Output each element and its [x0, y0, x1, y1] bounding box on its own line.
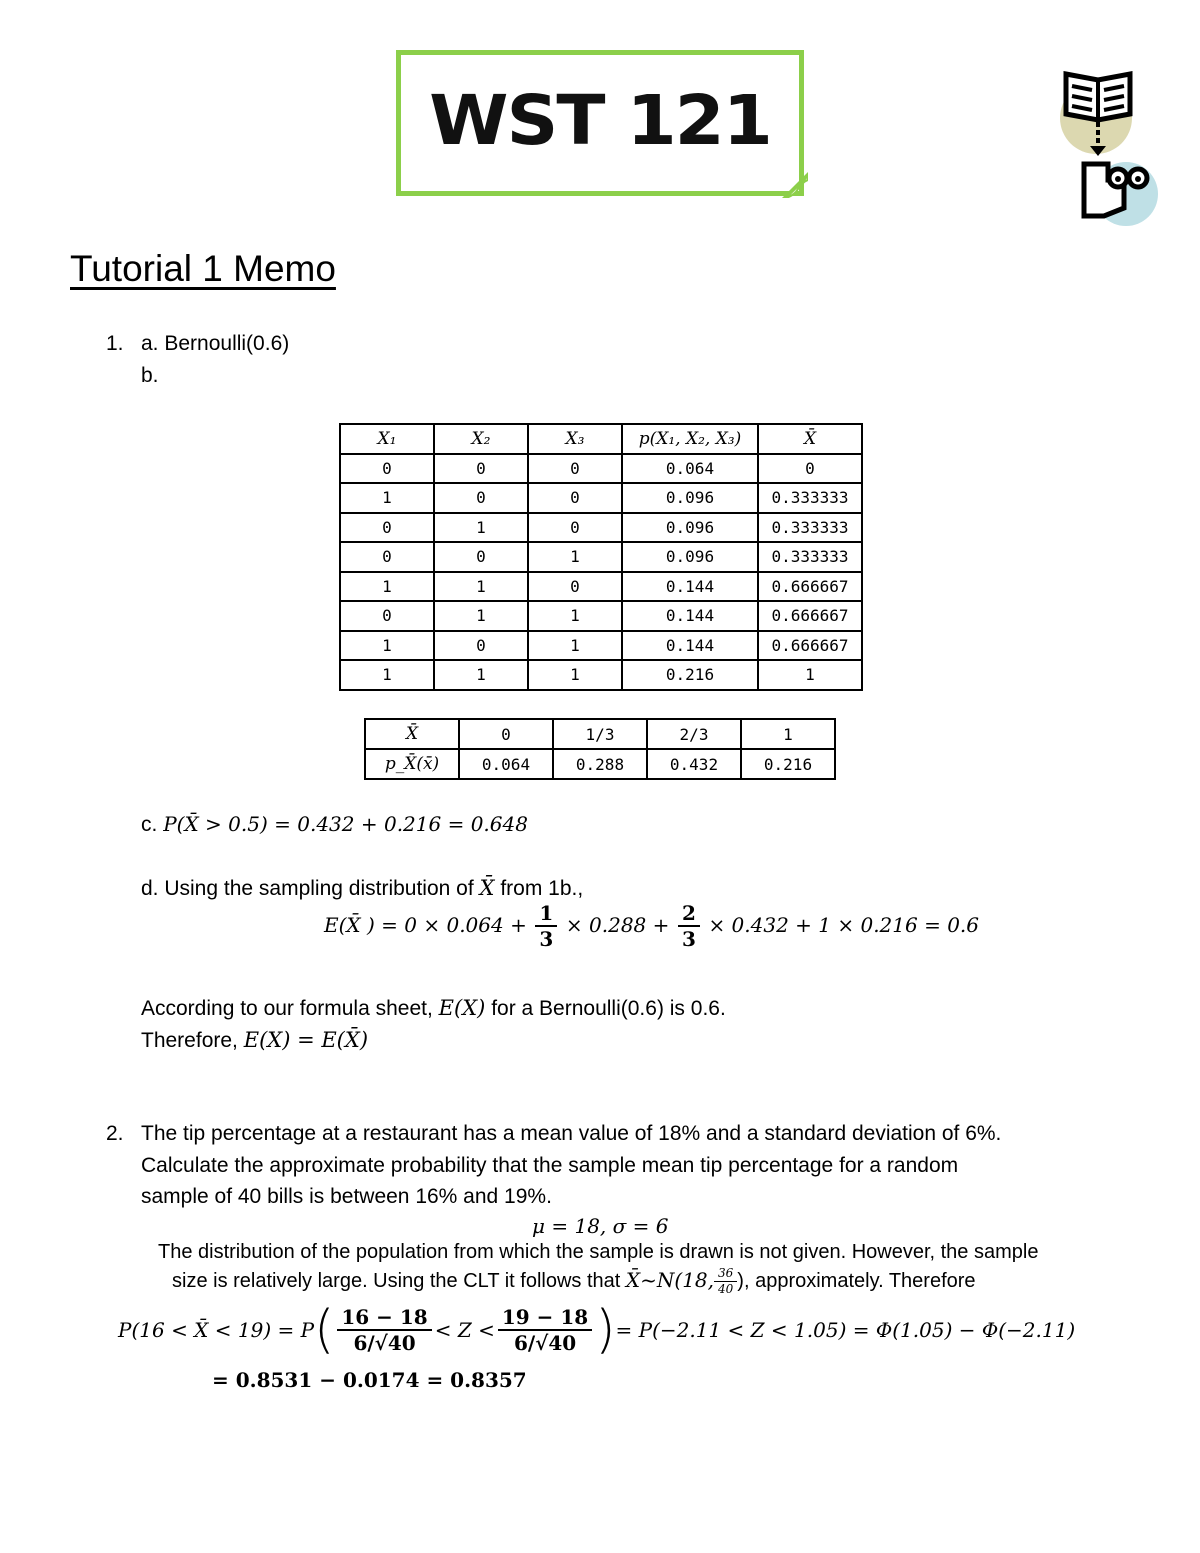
table-cell: 0 [340, 454, 434, 484]
table-row [340, 660, 862, 690]
table-cell: 1 [528, 660, 622, 690]
variance-fraction [714, 1267, 737, 1296]
page-title: Tutorial 1 Memo [70, 248, 336, 289]
q2-line-3: sample of 40 bills is between 16% and 19%. [141, 1185, 552, 1208]
table-cell: 1 [340, 631, 434, 661]
table-cell: 0 [340, 513, 434, 543]
table-cell: 1/3 [553, 719, 647, 749]
table-cell: 0 [340, 542, 434, 572]
banner-page-curl [782, 172, 808, 198]
formula-expr: E(X) [438, 996, 486, 1020]
den-prefix: 6/ [353, 1330, 375, 1355]
equation-rhs: × 0.432 + 1 × 0.216 = 0.6 [708, 912, 980, 937]
table-cell: 0 [434, 542, 528, 572]
q2-line-1: The tip percentage at a restaurant has a mean value of 18% and a standard deviation of 6%. [141, 1122, 1002, 1145]
table-cell: 1 [340, 572, 434, 602]
numerator: 16 − 18 [337, 1306, 431, 1331]
table-cell: 0.144 [622, 601, 758, 631]
table-cell: 0 [459, 719, 553, 749]
table-row [340, 483, 862, 513]
expectation-equation [324, 902, 979, 951]
banner-title: WST 121 [429, 80, 771, 160]
therefore-label: Therefore, [141, 1029, 238, 1052]
equation-lhs: E(X̄ ) = 0 × 0.064 + [324, 912, 527, 937]
radicand: 40 [387, 1330, 416, 1355]
table-cell: 1 [340, 483, 434, 513]
table-row [340, 454, 862, 484]
numerator: 2 [678, 902, 700, 927]
table-row [340, 601, 862, 631]
table-cell: 1 [434, 572, 528, 602]
table-cell: 0.096 [622, 483, 758, 513]
header-cell: X₃ [528, 424, 622, 454]
dist-text: size is relatively large. Using the CLT it follows that [172, 1269, 621, 1292]
denominator: 40 [718, 1281, 734, 1296]
denominator: 6/√40 [353, 1330, 416, 1355]
table-cell: 2/3 [647, 719, 741, 749]
standardized-fraction-lower [337, 1306, 431, 1355]
right-paren: ) [595, 1300, 616, 1360]
table-cell: 0.288 [553, 749, 647, 779]
numerator: 19 − 18 [498, 1306, 592, 1331]
standardized-fraction-upper [498, 1306, 592, 1355]
radicand: 40 [548, 1330, 577, 1355]
denominator: 3 [539, 927, 554, 951]
table-cell: 0 [434, 454, 528, 484]
fraction-two-thirds [678, 902, 700, 951]
part-c-expression: P(X̄ > 0.5) = 0.432 + 0.216 = 0.648 [163, 812, 528, 836]
table-cell: 1 [340, 660, 434, 690]
left-paren: ( [314, 1300, 335, 1360]
table-row [340, 513, 862, 543]
table-cell: 0 [758, 454, 862, 484]
table-cell: 0.144 [622, 631, 758, 661]
distribution-line-1: The distribution of the population from which the sample is drawn is not given. However, the sample [158, 1241, 1039, 1263]
denominator: 3 [681, 927, 696, 951]
table-cell: 0 [340, 601, 434, 631]
q1-part-b: b. [141, 364, 159, 387]
table-cell: 0.096 [622, 513, 758, 543]
table-cell: 0.333333 [758, 542, 862, 572]
denominator: 6/√40 [513, 1330, 577, 1355]
header-cell: p(X₁, X₂, X₃) [622, 424, 758, 454]
table-cell: 0 [434, 631, 528, 661]
dist-expr: X̄~N(18, [625, 1267, 715, 1292]
header-cell: X₂ [434, 424, 528, 454]
q1-part-d [141, 876, 583, 901]
table-cell: 0 [528, 513, 622, 543]
therefore-expr: E(X) = E(X̄) [243, 1028, 369, 1052]
table-row [365, 719, 835, 749]
xbar-symbol: X̄ [479, 876, 495, 900]
table-cell: 0 [528, 454, 622, 484]
table-cell: 1 [741, 719, 835, 749]
parameters: μ = 18, σ = 6 [532, 1214, 669, 1238]
table-cell: 0.144 [622, 572, 758, 602]
table-cell: 1 [434, 660, 528, 690]
table-cell: 1 [434, 601, 528, 631]
q1-part-a: a. Bernoulli(0.6) [141, 332, 290, 355]
prob-mid: < Z < [434, 1318, 495, 1342]
table-cell: 1 [528, 601, 622, 631]
table-cell: 0.216 [741, 749, 835, 779]
part-d-text: d. Using the sampling distribution of [141, 877, 474, 900]
question-2-number: 2. [106, 1122, 124, 1145]
table-row [340, 542, 862, 572]
distribution-line-2 [172, 1267, 976, 1296]
den-prefix: 6/ [513, 1330, 536, 1355]
formula-sheet-line [141, 996, 726, 1021]
header-cell: X̄ [758, 424, 862, 454]
table-cell: 0.333333 [758, 483, 862, 513]
table-cell: 0 [434, 483, 528, 513]
table-cell: 1 [434, 513, 528, 543]
prob-rhs: = P(−2.11 < Z < 1.05) = Φ(1.05) − Φ(−2.11) [615, 1318, 1076, 1342]
table-cell: 0 [528, 572, 622, 602]
table-cell: X̄ [365, 719, 459, 749]
book-reader-icon [1058, 68, 1162, 232]
table-cell: p_X̄(x̄) [365, 749, 459, 779]
table-row [340, 631, 862, 661]
sampling-distribution-table [364, 718, 836, 780]
q1-part-c [141, 812, 528, 837]
probability-equation [118, 1300, 1075, 1360]
formula-text: According to our formula sheet, [141, 997, 433, 1020]
numerator: 1 [535, 902, 557, 927]
table-cell: 0.064 [459, 749, 553, 779]
table-cell: 0.666667 [758, 631, 862, 661]
dist-text-end: ), approximately. Therefore [737, 1269, 976, 1292]
part-c-label: c. [141, 813, 158, 836]
table-cell: 0 [528, 483, 622, 513]
table-row [365, 749, 835, 779]
header-cell: X₁ [340, 424, 434, 454]
q2-line-2: Calculate the approximate probability that the sample mean tip percentage for a random [141, 1154, 959, 1177]
table-cell: 0.333333 [758, 513, 862, 543]
table-cell: 0.064 [622, 454, 758, 484]
table-cell: 0.432 [647, 749, 741, 779]
table-row [340, 572, 862, 602]
therefore-line [141, 1028, 368, 1053]
table-cell: 0.096 [622, 542, 758, 572]
table-cell: 0.216 [622, 660, 758, 690]
question-1-number: 1. [106, 332, 124, 355]
table-cell: 1 [758, 660, 862, 690]
table-header-row [340, 424, 862, 454]
table-cell: 0.666667 [758, 601, 862, 631]
prob-lhs: P(16 < X̄ < 19) = P [118, 1318, 315, 1342]
formula-text-end: for a Bernoulli(0.6) is 0.6. [491, 997, 726, 1020]
part-d-text-end: from 1b., [500, 877, 584, 900]
table-cell: 1 [528, 542, 622, 572]
table-cell: 0.666667 [758, 572, 862, 602]
table-cell: 1 [528, 631, 622, 661]
joint-distribution-table [339, 423, 863, 691]
numerator: 36 [714, 1267, 737, 1282]
equation-mid: × 0.288 + [565, 912, 670, 937]
fraction-one-third [535, 902, 557, 951]
final-result: = 0.8531 − 0.0174 = 0.8357 [212, 1368, 527, 1392]
